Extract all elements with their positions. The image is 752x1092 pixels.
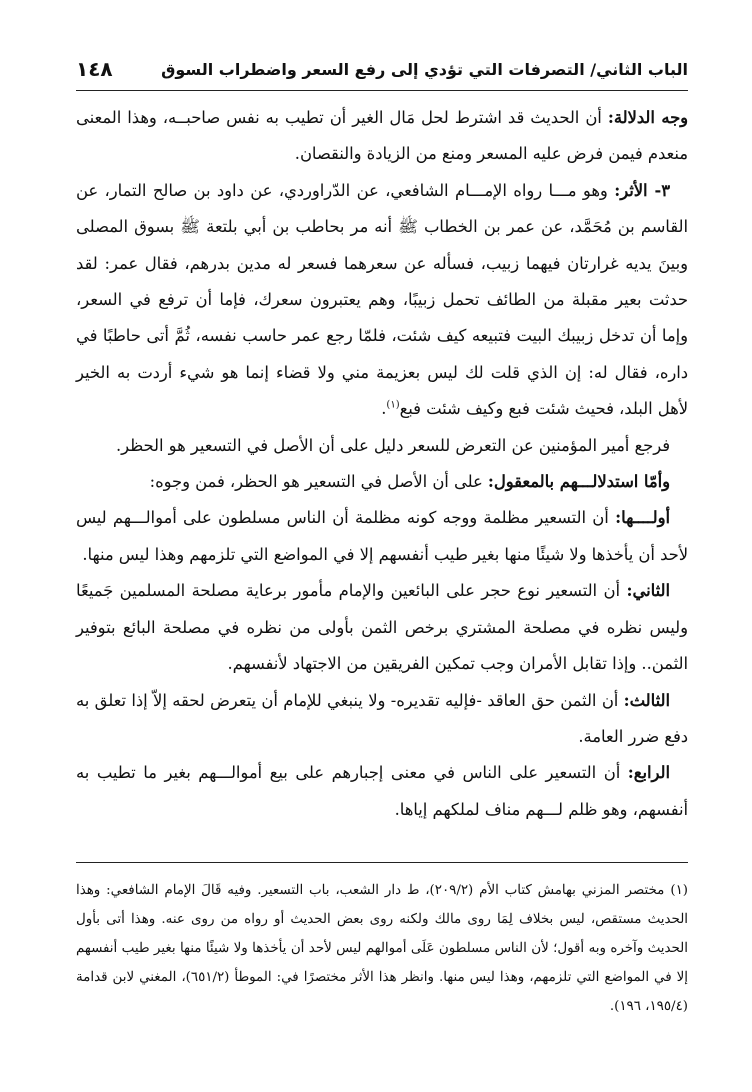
paragraph-text: أن الحديث قد اشترط لحل مَال الغير أن تطيب به نفس صاحبــه، وهذا المعنى منعدم فيمن فرض عليه المسعر ومنع من الزيادة والنقصان. [76,108,688,164]
paragraph-lead: الرابع: [627,763,670,783]
chapter-title: الباب الثاني/ التصرفات التي تؤدي إلى رفع السعر واضطراب السوق [161,59,688,79]
header-divider [76,90,688,91]
paragraph-lead: وجه الدلالة: [607,108,689,127]
paragraph-text: على أن الأصل في التسعير هو الحظر، فمن وجوه: [149,472,488,492]
paragraph-lead: الثالث: [623,690,670,710]
paragraph-second-reason [76,573,688,682]
paragraph-athar [76,173,688,428]
footnote-body: مختصر المزني بهامش كتاب الأم (٢٠٩/٢)، ط دار الشعب، باب التسعير. وفيه قَالَ الإمام الشافعي: وهذا الحديث مستقص، ليس بخلاف لِمَا روى مالك ولكنه روى بعض الحديث أو رواه من روى عنه. وهذا أتى بأول الحديث وآخره وبه أقول؛ لأن الناس مسلطون عَلَى أموالهم ليس لأحد أن يأخذها ولا شيئًا منها بغير طيب أنفسهم إلا في المواضع التي تلزمهم، وهذا ليس منها. وانظر هذا الأثر مختصرًا في: الموطأ (٦٥١/٢)، المغني لابن قدامة (١٩٥/٤، ١٩٦). [76,883,688,1014]
paragraph-text: فرجع أمير المؤمنين عن التعرض للسعر دليل على أن الأصل في التسعير هو الحظر. [115,435,670,455]
page-number: ١٤٨ [76,57,113,81]
footnote-text [76,876,688,1021]
paragraph-lead: الثاني: [626,581,670,601]
footnote-marker: (١) [386,399,400,411]
main-text [76,100,688,828]
footnote [76,876,688,1021]
paragraph-text: أن التسعير مظلمة ووجه كونه مظلمة أن الناس مسلطون على أموالـــهم ليس لأحد أن يأخذها ولا شيئًا منها بغير طيب أنفسهم إلا في المواضع التي تلزمهم وهذا ليس منها. [76,508,688,564]
paragraph-retraction [76,428,688,464]
paragraph-third-reason [76,683,688,756]
paragraph-lead: أولــــها: [615,508,670,528]
footnote-number: (١) [670,883,688,898]
paragraph-evidence [76,100,688,173]
running-header [76,52,688,86]
paragraph-first-reason [76,500,688,573]
paragraph-lead: ٣- الأثر: [614,180,671,200]
paragraph-text: أن الثمن حق العاقد -فإليه تقديره- ولا ينبغي للإمام أن يتعرض لحقه إلاّ إذا تعلق به دفع ضرر العامة. [76,690,688,746]
paragraph-end: . [381,399,387,419]
paragraph-text: أن التسعير نوع حجر على البائعين والإمام مأمور برعاية مصلحة المسلمين جَميعًا وليس نظره في مصلحة المشتري برخص الثمن بأولى من نظره في مصلحة البائع بتوفير الثمن.. وإذا تقابل الأمران وجب تمكين الفريقين من الاجتهاد لأنفسهم. [76,581,688,674]
paragraph-text: أن التسعير على الناس في معنى إجبارهم على بيع أموالـــهم بغير ما تطيب به أنفسهم، وهو ظلم لـــهم مناف لملكهم إياها. [76,763,688,819]
paragraph-lead: وأمّا استدلالـــهم بالمعقول: [487,472,670,492]
paragraph-fourth-reason [76,755,688,828]
footnote-divider [76,862,688,863]
paragraph-reasoning-intro [76,464,688,500]
paragraph-text: وهو مـــا رواه الإمـــام الشافعي، عن الدّراوردي، عن داود بن صالح التمار، عن القاسم بن مُحَمَّد، عن عمر بن الخطاب ﷺ أنه مر بحاطب بن أبي بلتعة ﷺ بسوق المصلى وبينَ يديه غرارتان فيهما زبيب، فسأله عن سعرهما فسعر له مدين بدرهم، فقال عمر: لقد حدثت بعير مقبلة من الطائف تحمل زبيبًا، وهم يعتبرون سعرك، فإما أن ترفع في السعر، وإما أن تدخل زبيبك البيت فتبيعه كيف شئت، فلمّا رجع عمر حاسب نفسه، ثُمَّ أتى حاطبًا في داره، فقال له: إن الذي قلت لك ليس بعزيمة مني ولا قضاء إنما هو شيء أردت به الخير لأهل البلد، فحيث شئت فبع وكيف شئت فبع [76,180,688,419]
